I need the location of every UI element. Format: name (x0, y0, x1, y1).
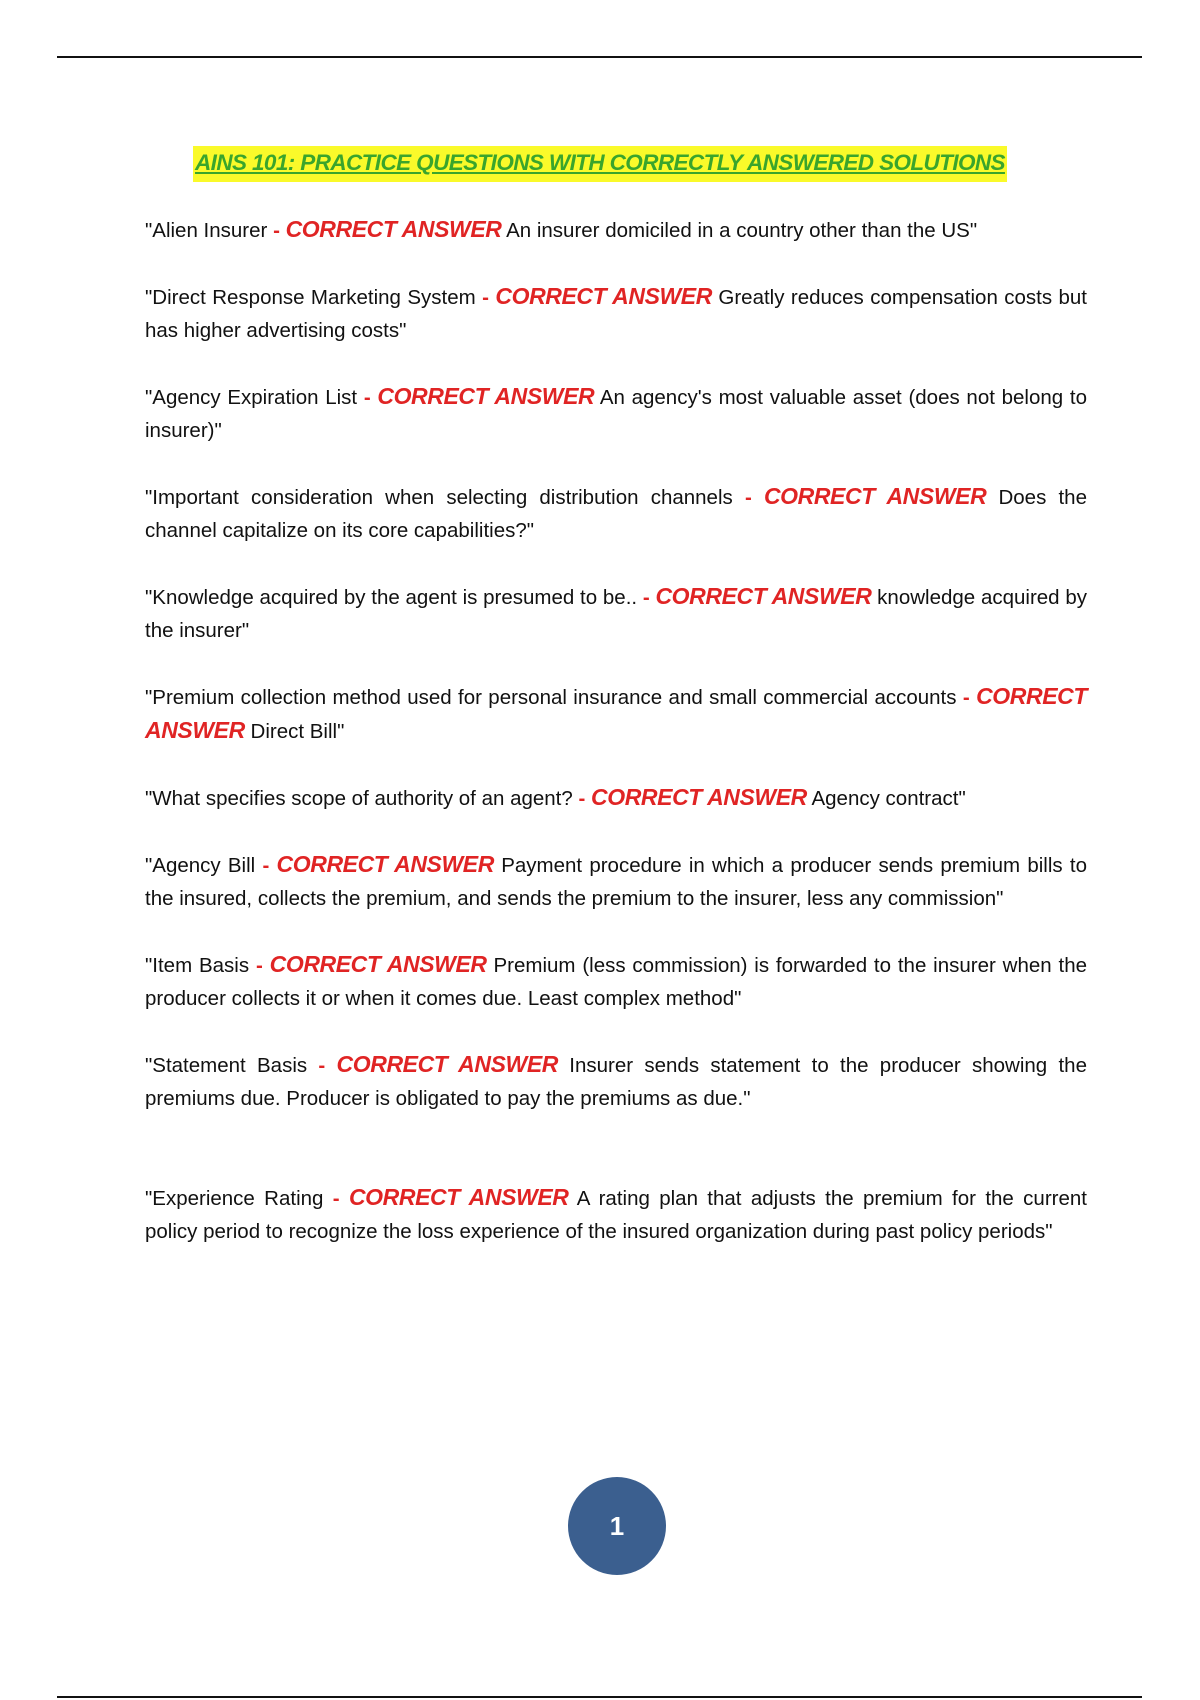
separator: - (744, 486, 752, 509)
question-text: "Agency Expiration List (145, 386, 358, 409)
document-title: AINS 101: PRACTICE QUESTIONS WITH CORRECTLY ANSWERED SOLUTIONS (193, 146, 1007, 182)
question-text: "Item Basis (145, 954, 250, 977)
question-text: "Alien Insurer (145, 219, 268, 242)
question-text: "Premium collection method used for personal insurance and small commercial accounts (145, 686, 957, 709)
answer-text: knowledge acquired by the insurer" (145, 586, 1087, 642)
answer-text: An agency's most valuable asset (does not belong to insurer)" (145, 386, 1087, 442)
question-text: "Experience Rating (145, 1187, 324, 1210)
qa-item (145, 480, 1087, 547)
qa-item (145, 948, 1087, 1015)
qa-item (145, 781, 1087, 815)
answer-label: CORRECT ANSWER (336, 1051, 558, 1077)
qa-item (145, 848, 1087, 915)
top-divider (57, 56, 1142, 58)
bottom-divider (57, 1696, 1142, 1698)
separator: - (318, 1054, 326, 1077)
qa-item (145, 1181, 1087, 1248)
answer-text: Payment procedure in which a producer sends premium bills to the insured, collects the premium, and sends the premium to the insurer, less any commission" (145, 854, 1087, 910)
page-number: 1 (609, 1510, 625, 1541)
separator: - (273, 219, 280, 242)
answer-label: CORRECT ANSWER (348, 1184, 569, 1210)
separator: - (363, 386, 371, 409)
question-text: "Important consideration when selecting distribution channels (145, 486, 733, 509)
qa-item (145, 280, 1087, 347)
page-number-badge (568, 1477, 666, 1575)
answer-label: CORRECT ANSWER (145, 683, 1088, 743)
question-text: "Agency Bill (145, 854, 256, 877)
answer-text: Premium (less commission) is forwarded to the insurer when the producer collects it or when it comes due. Least complex method" (145, 954, 1087, 1010)
qa-item (145, 213, 1087, 247)
separator: - (962, 686, 970, 709)
answer-text: Direct Bill" (250, 720, 345, 743)
separator: - (642, 586, 650, 609)
answer-label: CORRECT ANSWER (285, 216, 502, 242)
qa-item (145, 1048, 1087, 1115)
qa-list (145, 213, 1087, 1281)
answer-text: A rating plan that adjusts the premium for the current policy period to recognize the loss experience of the insured organization during past policy periods" (145, 1187, 1087, 1243)
separator: - (262, 854, 270, 877)
qa-item (145, 380, 1087, 447)
question-text: "What specifies scope of authority of an agent? (145, 787, 573, 810)
separator: - (332, 1187, 340, 1210)
answer-label: CORRECT ANSWER (276, 851, 494, 877)
question-text: "Knowledge acquired by the agent is presumed to be.. (145, 586, 638, 609)
qa-item (145, 680, 1087, 748)
separator: - (255, 954, 263, 977)
answer-label: CORRECT ANSWER (495, 283, 712, 309)
separator: - (578, 787, 586, 810)
question-text: "Statement Basis (145, 1054, 308, 1077)
answer-text: Insurer sends statement to the producer showing the premiums due. Producer is obligated to pay the premiums as due." (145, 1054, 1087, 1110)
question-text: "Direct Response Marketing System (145, 286, 476, 309)
answer-label: CORRECT ANSWER (763, 483, 987, 509)
answer-label: CORRECT ANSWER (377, 383, 595, 409)
qa-item (145, 580, 1087, 647)
answer-label: CORRECT ANSWER (655, 583, 872, 609)
answer-text: An insurer domiciled in a country other than the US" (506, 219, 978, 242)
title-container (0, 146, 1200, 182)
answer-text: Agency contract" (811, 787, 966, 810)
answer-text: Does the channel capitalize on its core capabilities?" (145, 486, 1087, 542)
answer-label: CORRECT ANSWER (269, 951, 487, 977)
answer-text: Greatly reduces compensation costs but has higher advertising costs" (145, 286, 1088, 342)
separator: - (482, 286, 489, 309)
answer-label: CORRECT ANSWER (591, 784, 807, 810)
